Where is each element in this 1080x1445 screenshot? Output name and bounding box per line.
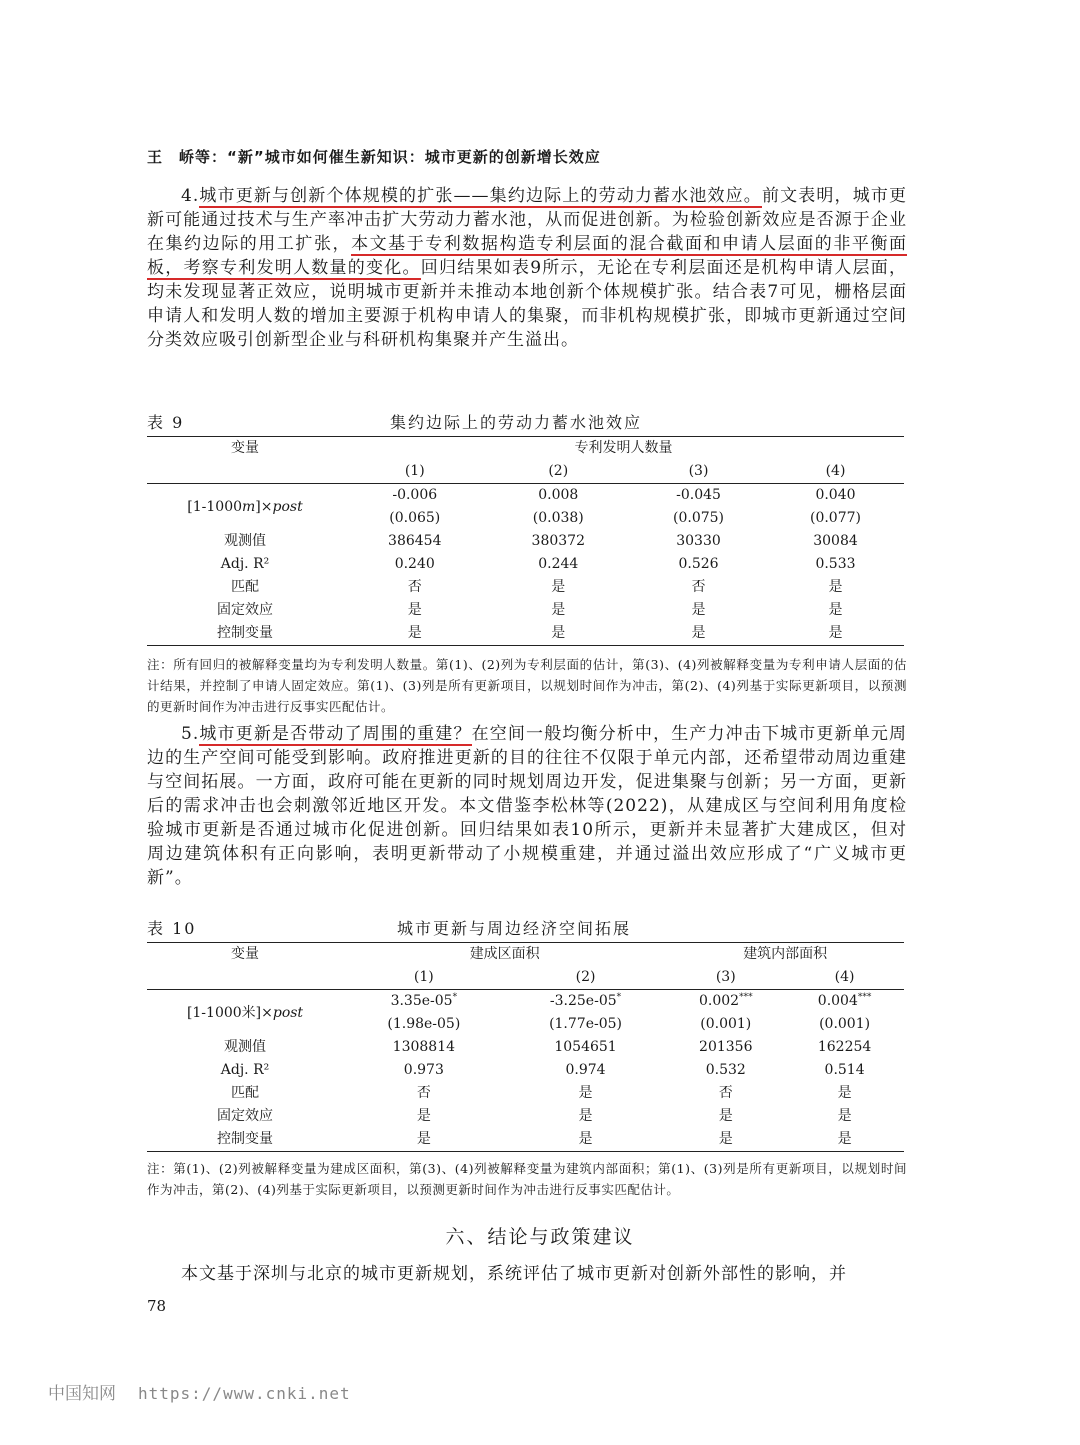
table9-note: 注：所有回归的被解释变量均为专利发明人数量。第(1)、(2)列为专利层面的估计，第(3)、(4)列被解释变量为专利申请人层面的估计结果，并控制了申请人固定效应。第(1)、(3)列是所有更新项目，以规划时间作为冲击，第(2)、(4)列基于实际更新项目，以预测的更新时间作为冲击进行反事实匹配估计。 [147, 657, 907, 714]
group-header: 专利发明人数量 [574, 440, 673, 456]
var-header: 变量 [231, 440, 259, 456]
cnki-brand: 中国知网 [48, 1384, 116, 1404]
coef-cell: -0.006 [392, 487, 438, 503]
col-header: (2) [575, 969, 596, 985]
table10 [147, 942, 904, 1152]
section-title: 六、结论与政策建议 [445, 1226, 635, 1248]
table-row: Adj. R² 0.240 0.244 0.526 0.533 [220, 556, 856, 572]
se-cell: (0.038) [532, 510, 584, 526]
se-cell: (1.77e-05) [549, 1016, 622, 1032]
table-row: 控制变量 是 是 是 是 [147, 622, 904, 646]
group-header-floor-area: 建筑内部面积 [743, 946, 828, 962]
group-header-built-area: 建成区面积 [469, 946, 540, 962]
table-row: 固定效应 是 是 是 是 [217, 602, 843, 618]
paragraph-conclusion: 本文基于深圳与北京的城市更新规划，系统评估了城市更新对创新外部性的影响，并 [181, 1264, 847, 1284]
table10-caption: 城市更新与周边经济空间拓展 [397, 919, 632, 938]
col-header: (3) [688, 463, 709, 479]
highlight-question: 城市更新是否带动了周围的重建？ [199, 724, 472, 744]
table9-caption: 集约边际上的劳动力蓄水池效应 [390, 413, 643, 432]
col-header: (2) [548, 463, 569, 479]
col-header: (3) [715, 969, 736, 985]
highlight-method: 本文基于专利数据构造专利层面的混合截面和申请人层面的非平衡面板，考察专利发明人数量的变化。 [147, 234, 908, 278]
paragraph-labor-pool: 4.城市更新与创新个体规模的扩张——集约边际上的劳动力蓄水池效应。前文表明，城市更新可能通过技术与生产率冲击扩大劳动力蓄水池，从而促进创新。为检验创新效应是否源于企业在集约边际的用工扩张，本文基于专利数据构造专利层面的混合截面和申请人层面的非平衡面板，考察专利发明人数量的变化。回归结果如表9所示，无论在专利层面还是机构申请人层面，均未发现显著正效应，说明城市更新并未推动本地创新个体规模扩张。结合表7可见，栅格层面申请人和发明人数的增加主要源于机构申请人的集聚，而非机构规模扩张，即城市更新通过空间分类效应吸引创新型企业与科研机构集聚并产生溢出。 [147, 186, 908, 350]
page-number: 78 [147, 1297, 167, 1315]
running-header: 王 峤等：“新”城市如何催生新知识：城市更新的创新增长效应 [147, 148, 601, 166]
coef-cell: 0.008 [538, 487, 579, 503]
regressor-label: [1-1000米]×post [186, 1004, 304, 1021]
col-header: (4) [825, 463, 846, 479]
footer-watermark [48, 1379, 351, 1404]
coef-cell: -0.045 [676, 487, 721, 503]
coef-cell: 0.002*** [698, 992, 753, 1009]
table10-label: 表 10 [147, 919, 197, 938]
se-cell: (0.065) [389, 510, 441, 526]
coef-cell: -3.25e-05* [549, 992, 622, 1009]
regressor-label: [1-1000m]×post [187, 498, 303, 515]
table-row: 观测值 1308814 1054651 201356 162254 [224, 1039, 872, 1055]
coef-cell: 0.004*** [817, 992, 872, 1009]
se-cell: (0.077) [809, 510, 861, 526]
table-row: Adj. R² 0.973 0.974 0.532 0.514 [220, 1062, 865, 1078]
table-row: 控制变量 是 是 是 是 [147, 1128, 904, 1152]
table10-note: 注：第(1)、(2)列被解释变量为建成区面积，第(3)、(4)列被解释变量为建筑内部面积；第(1)、(3)列是所有更新项目，以规划时间作为冲击，第(2)、(4)列基于实际更新项目，以预测更新时间作为冲击进行反事实匹配估计。 [147, 1161, 907, 1197]
table-row: 匹配 否 是 否 是 [231, 579, 843, 595]
se-cell: (1.98e-05) [387, 1016, 461, 1032]
table9-label: 表 9 [147, 413, 185, 432]
table-row: 观测值 386454 380372 30330 30084 [224, 533, 858, 549]
col-header: (1) [404, 463, 425, 479]
se-cell: (0.001) [700, 1016, 752, 1032]
highlight-heading: 城市更新与创新个体规模的扩张——集约边际上的劳动力蓄水池效应。 [199, 186, 762, 206]
paragraph-reconstruction: 5.城市更新是否带动了周围的重建？在空间一般均衡分析中，生产力冲击下城市更新单元周边的生产空间可能受到影响。政府推进更新的目的往往不仅限于单元内部，还希望带动周边重建与空间拓展。一方面，政府可能在更新的同时规划周边开发，促进集聚与创新；另一方面，更新后的需求冲击也会刺激邻近地区开发。本文借鉴李松林等(2022)，从建成区与空间利用角度检验城市更新是否通过城市化促进创新。回归结果如表10所示，更新并未显著扩大建成区，但对周边建筑体积有正向影响，表明更新带动了小规模重建，并通过溢出效应形成了“广义城市更新”。 [147, 724, 908, 888]
var-header: 变量 [231, 946, 259, 962]
cnki-url[interactable]: https://www.cnki.net [138, 1384, 351, 1403]
table-row: 匹配 否 是 否 是 [231, 1085, 852, 1101]
col-header: (1) [413, 969, 434, 985]
table-row: 固定效应 是 是 是 是 [217, 1108, 852, 1124]
col-header: (4) [834, 969, 855, 985]
se-cell: (0.001) [819, 1016, 871, 1032]
table9 [147, 436, 904, 646]
coef-cell: 3.35e-05* [390, 992, 458, 1009]
se-cell: (0.075) [673, 510, 725, 526]
coef-cell: 0.040 [815, 487, 856, 503]
